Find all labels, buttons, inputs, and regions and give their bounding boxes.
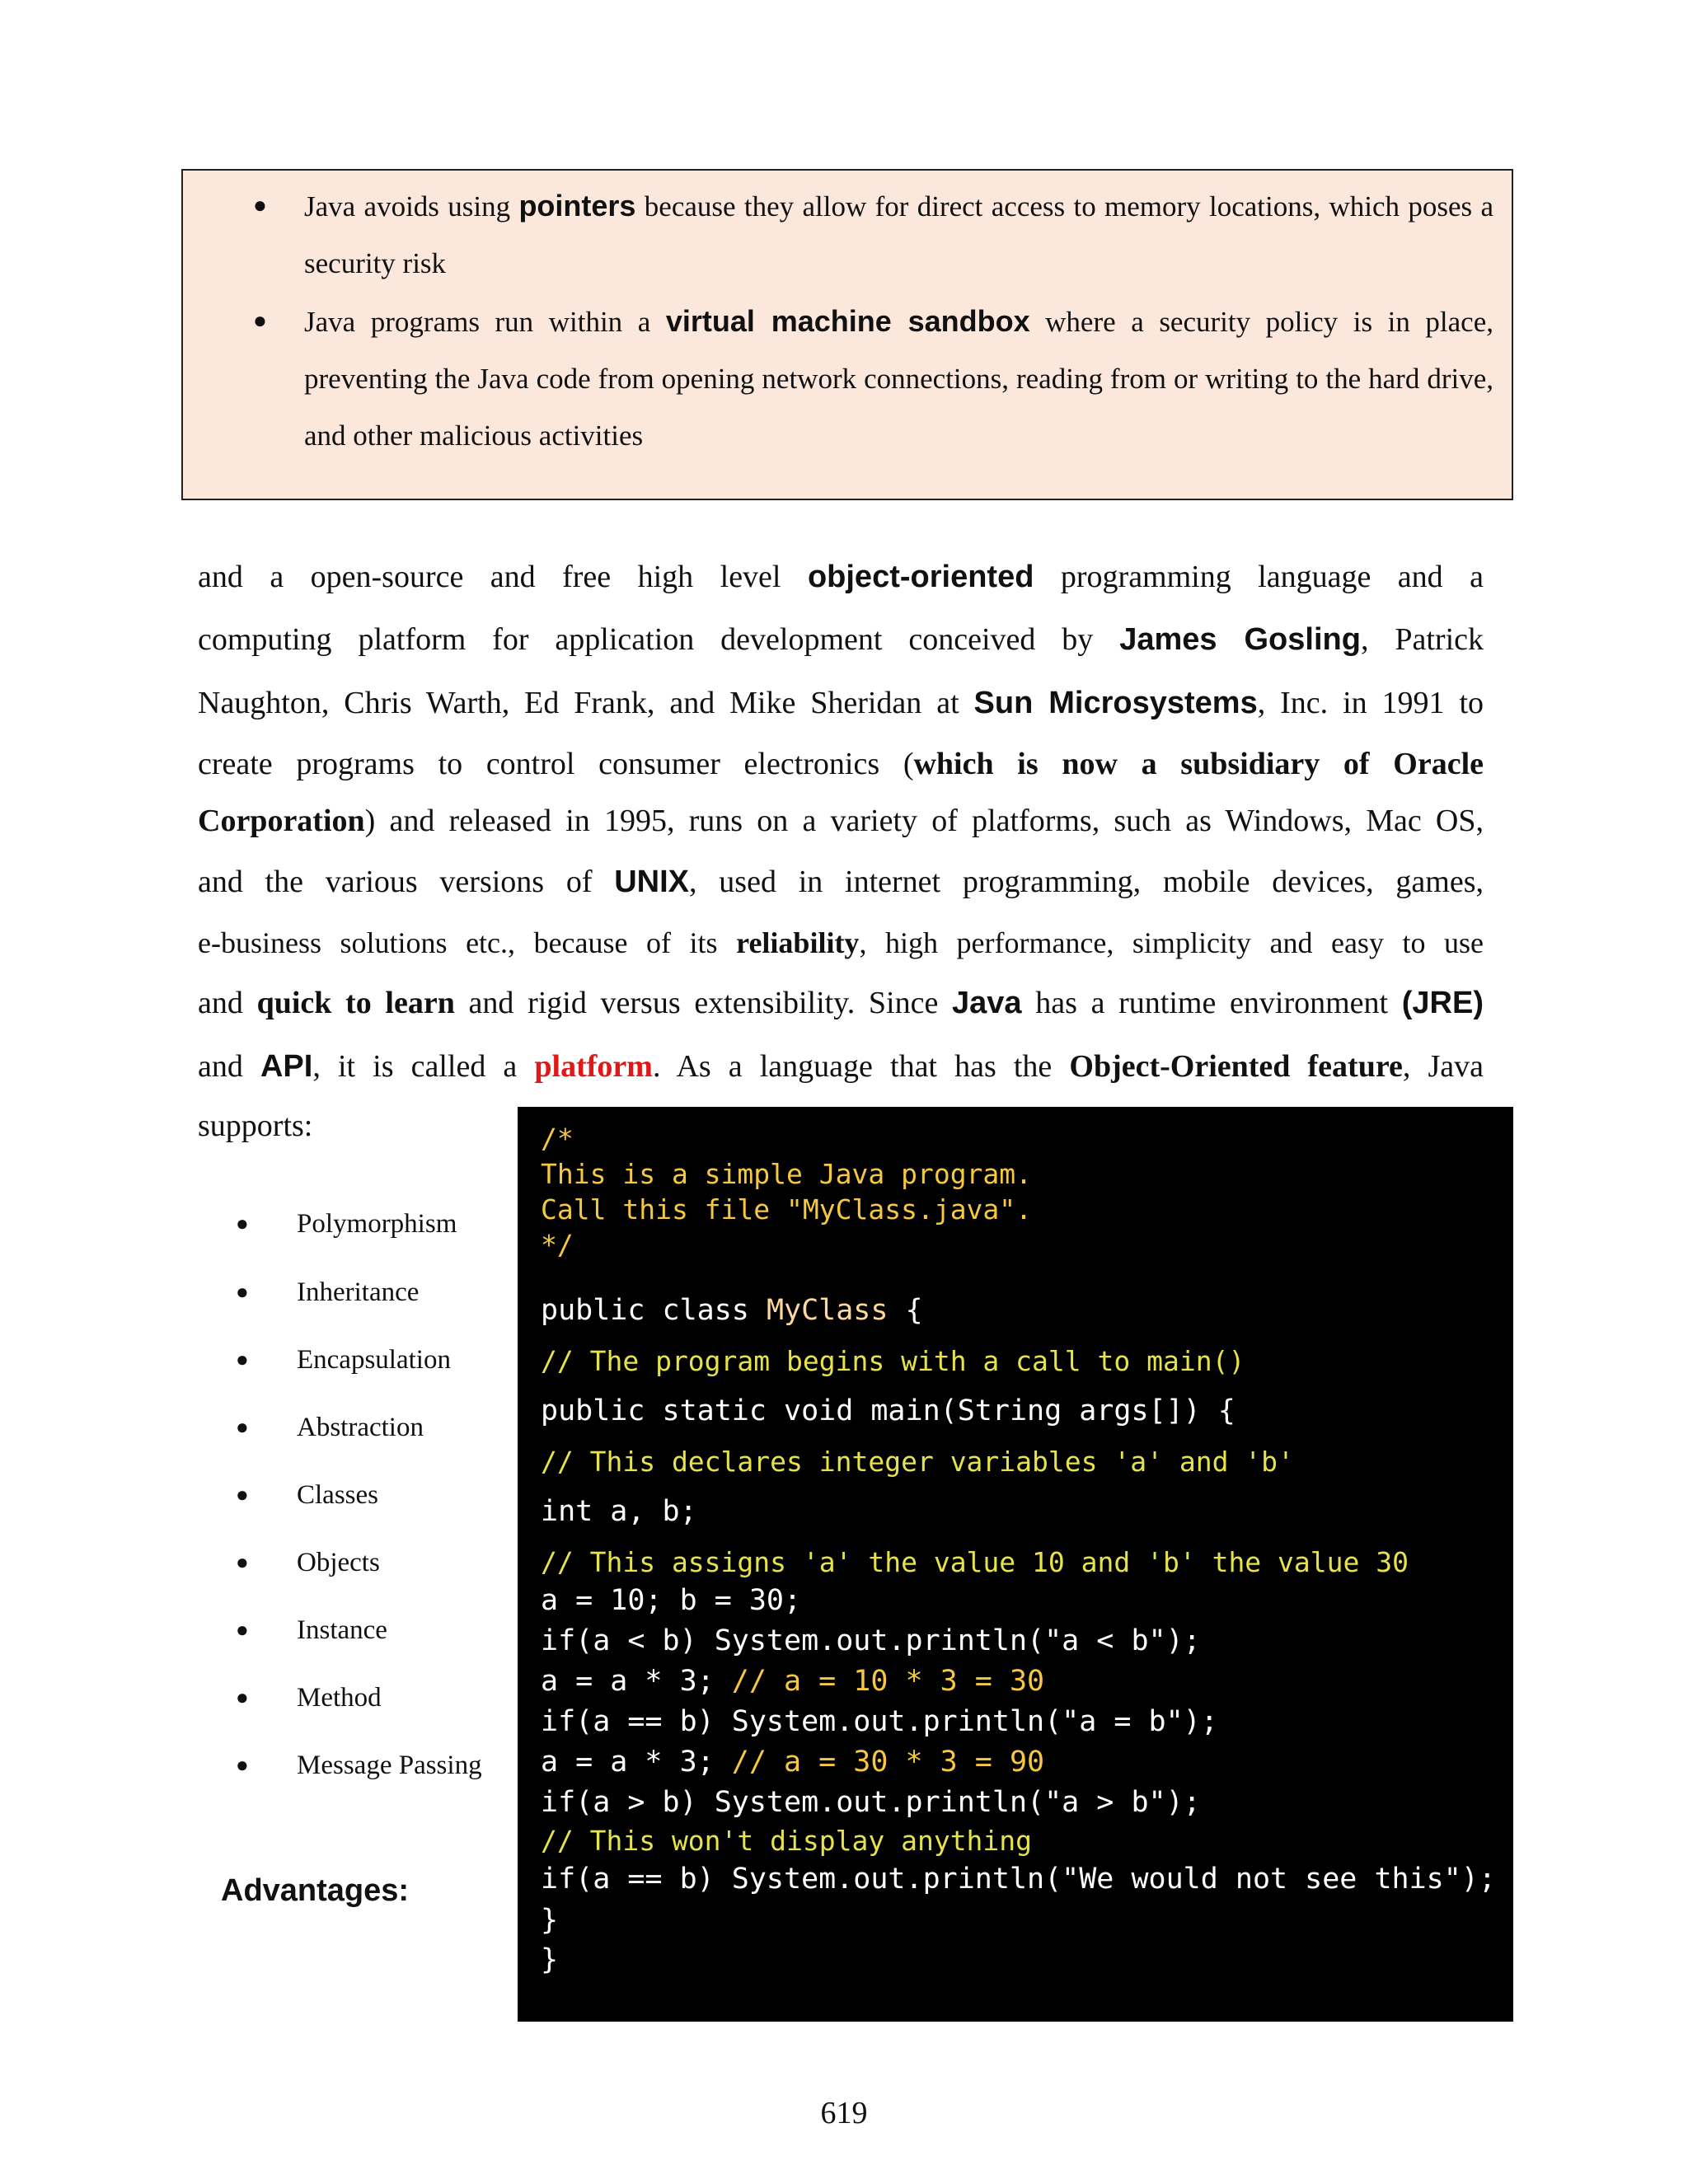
code-line: public class MyClass { [541,1294,923,1327]
code-line: // This assigns 'a' the value 10 and 'b' the value 30 [541,1546,1409,1578]
bullet-icon: ● [236,1483,249,1507]
page-number: 619 [820,2096,868,2130]
advantages-heading: Advantages: [221,1873,410,1908]
bullet-icon: ● [236,1212,249,1235]
code-line: if(a == b) System.out.println("a = b"); [541,1705,1218,1738]
paragraph-line: Naughton, Chris Warth, Ed Frank, and Mike Sheridan at Sun Microsystems, Inc. in 1991 to [198,686,1484,720]
code-block [518,1107,1513,2022]
paragraph-line: and API, it is called a platform. As a language that has the Object-Oriented feature, Java [198,1049,1484,1084]
security-bullet-sandbox: ● Java programs run within a virtual machine sandbox where a security policy is in place, preventing the Java code from opening network connections, reading from or writing to the hard drive, and other malicious activities [183,293,1515,464]
code-line: // This won't display anything [541,1825,1033,1857]
security-bullet-pointers: ● Java avoids using pointers because they allow for direct access to memory locations, which poses a security risk [183,177,1515,292]
code-line: if(a < b) System.out.println("a < b"); [541,1624,1201,1657]
paragraph-line: Corporation) and released in 1995, runs on a variety of platforms, such as Windows, Mac OS, [198,804,1484,838]
bullet-icon: ● [236,1685,249,1709]
bold-term: virtual machine sandbox [665,304,1030,338]
code-line: int a, b; [541,1495,697,1528]
code-line: } [541,1904,559,1937]
bullet-icon: ● [236,1347,249,1371]
bullet-icon: ● [236,1753,249,1777]
bullet-icon: ● [253,193,267,218]
code-line: This is a simple Java program. [541,1158,1033,1190]
paragraph-line: computing platform for application development conceived by James Gosling, Patrick [198,622,1484,657]
code-line: // This declares integer variables 'a' and 'b' [541,1446,1294,1478]
code-line: // The program begins with a call to main() [541,1345,1245,1377]
code-line: if(a == b) System.out.println("We would not see this"); [541,1863,1496,1896]
code-line: a = a * 3; // a = 30 * 3 = 90 [541,1746,1045,1779]
code-line: */ [541,1229,574,1261]
bullet-icon: ● [253,308,267,334]
paragraph-line: and quick to learn and rigid versus extensibility. Since Java has a runtime environment (JRE) [198,986,1484,1020]
security-note-box [181,169,1513,500]
bullet-icon: ● [236,1550,249,1574]
code-line: if(a > b) System.out.println("a > b"); [541,1786,1201,1819]
bullet-icon: ● [236,1280,249,1304]
paragraph-line: supports: [198,1108,313,1143]
code-line: Call this file "MyClass.java". [541,1193,1033,1226]
bold-term: pointers [518,189,636,223]
bullet-icon: ● [236,1415,249,1439]
paragraph-line: e-business solutions etc., because of its reliability, high performance, simplicity and easy to use [198,926,1484,959]
code-line: } [541,1943,559,1976]
bullet-icon: ● [236,1618,249,1642]
paragraph-line: and a open-source and free high level object-oriented programming language and a [198,560,1484,594]
code-line: /* [541,1122,574,1155]
code-line: a = a * 3; // a = 10 * 3 = 30 [541,1665,1045,1698]
paragraph-line: and the various versions of UNIX, used in internet programming, mobile devices, games, [198,865,1484,899]
code-line: public static void main(String args[]) { [541,1394,1236,1427]
paragraph-line: create programs to control consumer electronics (which is now a subsidiary of Oracle [198,747,1484,781]
code-line: a = 10; b = 30; [541,1584,802,1617]
